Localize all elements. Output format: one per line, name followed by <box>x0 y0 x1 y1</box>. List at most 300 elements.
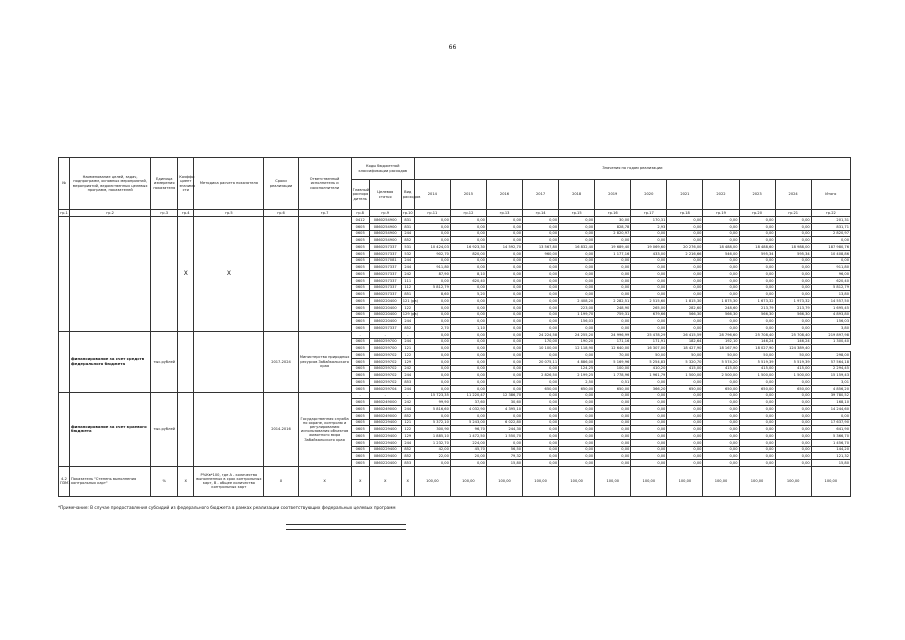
value-cell: 265,00 <box>631 304 667 311</box>
value-cell: 2,50 <box>559 379 595 386</box>
value-cell: 0,00 <box>703 419 739 426</box>
code-vr: 852 <box>401 446 414 453</box>
header-total: Итого <box>811 180 850 210</box>
federal-funding-executor: Министерство природных ресурсов Забайкальского края <box>298 331 351 392</box>
value-cell: 2 500,00 <box>703 372 739 379</box>
code-vr: 121 <box>401 419 414 426</box>
value-cell: 2 282,51 <box>595 298 631 305</box>
value-cell: 0,00 <box>703 237 739 244</box>
value-cell: 820,00 <box>450 250 486 257</box>
code-gr: - <box>351 392 369 399</box>
value-cell: 0,00 <box>523 237 559 244</box>
header-vr: Вид расходов <box>401 180 414 210</box>
value-cell: 0,00 <box>450 412 486 419</box>
value-cell: 0,00 <box>559 217 595 224</box>
code-vr: 852 <box>401 412 414 419</box>
value-cell: 0,00 <box>523 257 559 264</box>
value-cell: 5 519,39 <box>739 358 775 365</box>
value-cell: 0,00 <box>450 385 486 392</box>
code-vr: 831 <box>401 223 414 230</box>
value-cell: 0,00 <box>739 412 775 419</box>
code-gr: 0605 <box>351 237 369 244</box>
value-cell: 0,00 <box>739 277 775 284</box>
code-cs: 0860259702 <box>369 365 401 372</box>
code-gr: 0605 <box>351 399 369 406</box>
value-cell: 0,00 <box>523 419 559 426</box>
column-number: гр.5 <box>194 210 264 217</box>
value-cell: 5 254,83 <box>631 358 667 365</box>
code-vr: 852 <box>401 325 414 332</box>
value-cell: 0,00 <box>559 291 595 298</box>
code-vr: 111 <box>401 277 414 284</box>
table-row <box>59 392 851 399</box>
code-gr: 0605 <box>351 358 369 365</box>
value-cell: 0,00 <box>414 277 450 284</box>
value-cell: 5 812,79 <box>414 284 450 291</box>
value-cell: 25 478,29 <box>631 331 667 338</box>
code-gr: 0605 <box>351 379 369 386</box>
value-cell: 0,00 <box>667 392 703 399</box>
code-vr: 242 <box>401 271 414 278</box>
value-cell: 5,20 <box>450 291 486 298</box>
value-cell: 0,00 <box>775 284 811 291</box>
value-cell: 4 893,80 <box>811 311 850 318</box>
value-cell: 0,00 <box>559 399 595 406</box>
value-cell: 0,00 <box>703 460 739 467</box>
value-cell: 0,00 <box>523 352 559 359</box>
value-cell: 0,00 <box>559 453 595 460</box>
value-cell: 96,00 <box>811 271 850 278</box>
value-cell: 0,00 <box>595 460 631 467</box>
page-number: 66 <box>448 44 457 51</box>
indicator-row <box>59 466 851 496</box>
indicator-value: 100,00 <box>739 466 775 496</box>
value-cell: 0,00 <box>523 426 559 433</box>
value-cell: 0,00 <box>775 419 811 426</box>
value-cell: 0,00 <box>486 277 522 284</box>
value-cell: 1 177,16 <box>595 250 631 257</box>
code-cs: 0860259700 <box>369 345 401 352</box>
value-cell: 0,00 <box>667 419 703 426</box>
value-cell: 0,00 <box>523 460 559 467</box>
value-cell: 0,00 <box>523 277 559 284</box>
value-cell: 17 637,90 <box>811 419 850 426</box>
table-body <box>59 210 851 497</box>
code-vr: 244 <box>401 372 414 379</box>
column-number: гр.6 <box>264 210 298 217</box>
code-gr: - <box>351 331 369 338</box>
code-cs: 0860259700 <box>369 338 401 345</box>
value-cell: 1 232,70 <box>414 439 450 446</box>
value-cell: 1 500,00 <box>667 372 703 379</box>
header-year: 2016 <box>486 180 522 210</box>
value-cell: 0,00 <box>595 325 631 332</box>
value-cell: 0,00 <box>775 318 811 325</box>
value-cell: 0,00 <box>559 325 595 332</box>
code-gr: 0605 <box>351 338 369 345</box>
value-cell: 650,00 <box>595 385 631 392</box>
code-gr: 0605 <box>351 439 369 446</box>
value-cell: 759,31 <box>595 311 631 318</box>
value-cell: 0,00 <box>775 460 811 467</box>
value-cell: 22,00 <box>414 453 450 460</box>
value-cell: 650,00 <box>559 385 595 392</box>
code-vr: 121 (ра) <box>402 298 419 303</box>
value-cell: 595,34 <box>739 250 775 257</box>
value-cell: 20 276,00 <box>667 244 703 251</box>
value-cell: 213,79 <box>739 304 775 311</box>
value-cell: 0,00 <box>595 419 631 426</box>
column-number: гр.4 <box>178 210 194 217</box>
value-cell: 0,00 <box>739 406 775 413</box>
value-cell: 20,00 <box>450 453 486 460</box>
code-cs: 0860220400 <box>369 318 401 325</box>
value-cell: 2 515,60 <box>631 298 667 305</box>
code-cs: 0860257337 <box>369 271 401 278</box>
value-cell: 0,00 <box>739 284 775 291</box>
value-cell: 595,34 <box>775 250 811 257</box>
value-cell: 5 519,39 <box>775 358 811 365</box>
column-number: гр.20 <box>739 210 775 217</box>
value-cell: 0,00 <box>486 250 522 257</box>
value-cell: 121,32 <box>811 453 850 460</box>
value-cell: 0,00 <box>414 345 450 352</box>
value-cell: 223,00 <box>559 304 595 311</box>
value-cell: 0,00 <box>595 433 631 440</box>
value-cell: 0,00 <box>703 230 739 237</box>
value-cell: 0,00 <box>703 399 739 406</box>
value-cell: 14 244,60 <box>811 406 850 413</box>
value-cell: 10 100,00 <box>523 345 559 352</box>
value-cell: 0,00 <box>703 264 739 271</box>
indicator-value: 100,00 <box>775 466 811 496</box>
value-cell: 0,00 <box>523 379 559 386</box>
value-cell: 0,00 <box>775 257 811 264</box>
value-cell: 18 027,90 <box>739 345 775 352</box>
code-vr: 242 <box>401 365 414 372</box>
value-cell: 2 294,45 <box>811 365 850 372</box>
value-cell: 0,00 <box>703 277 739 284</box>
value-cell: 0,00 <box>450 365 486 372</box>
value-cell: 0,00 <box>703 406 739 413</box>
value-cell: 100,00 <box>595 365 631 372</box>
value-cell: 213,79 <box>775 304 811 311</box>
value-cell: 16 307,00 <box>631 345 667 352</box>
value-cell: 0,00 <box>486 379 522 386</box>
value-cell: 0,00 <box>414 318 450 325</box>
value-cell: 0,00 <box>523 271 559 278</box>
value-cell: 0,00 <box>739 426 775 433</box>
value-cell: 0,00 <box>739 379 775 386</box>
code-cs: 0860254900 <box>369 230 401 237</box>
code-vr: 121 <box>401 345 414 352</box>
value-cell: 50,00 <box>631 352 667 359</box>
value-cell: 0,00 <box>523 318 559 325</box>
code-vr: 122 <box>401 352 414 359</box>
value-cell: 0,00 <box>703 284 739 291</box>
value-cell: 0,00 <box>559 264 595 271</box>
value-cell: 12 118,90 <box>559 345 595 352</box>
column-number: гр.21 <box>775 210 811 217</box>
code-gr: 0605 <box>351 271 369 278</box>
value-cell: 0,00 <box>486 304 522 311</box>
value-cell: 0,00 <box>450 298 486 305</box>
value-cell: 0,00 <box>486 439 522 446</box>
code-cs: 0860254900 <box>369 217 401 224</box>
value-cell: 0,00 <box>775 406 811 413</box>
value-cell: 14 557,50 <box>811 298 850 305</box>
value-cell: 0,00 <box>486 352 522 359</box>
value-cell: 0,00 <box>523 325 559 332</box>
value-cell: 0,00 <box>667 217 703 224</box>
value-cell: 0,00 <box>559 439 595 446</box>
value-cell: 1 973,32 <box>775 298 811 305</box>
value-cell: 0,00 <box>486 311 522 318</box>
code-gr: 0605 <box>351 304 369 311</box>
value-cell: 50,00 <box>775 352 811 359</box>
code-gr: 0605 <box>351 433 369 440</box>
header-year: 2024 <box>775 180 811 210</box>
column-number: гр.1 <box>60 210 68 215</box>
value-cell: 16 832,40 <box>559 244 595 251</box>
value-cell: 156,03 <box>811 318 850 325</box>
value-cell: 1 550,70 <box>486 433 522 440</box>
value-cell: 0,00 <box>739 460 775 467</box>
header-unit: Единица измерения показателя <box>151 158 178 210</box>
header-year: 2014 <box>414 180 450 210</box>
value-cell: 42,00 <box>414 446 450 453</box>
value-cell: 0,00 <box>523 453 559 460</box>
code-gr: 0605 <box>351 250 369 257</box>
value-cell: 0,00 <box>667 426 703 433</box>
value-cell: 0,00 <box>486 257 522 264</box>
code-vr: 244 <box>401 439 414 446</box>
value-cell: 0,00 <box>450 237 486 244</box>
code-cs: 0860229400 <box>369 446 401 453</box>
value-cell: 0,00 <box>595 406 631 413</box>
value-cell: 0,00 <box>667 264 703 271</box>
value-cell: 96,70 <box>450 426 486 433</box>
footer-rule <box>286 529 406 530</box>
value-cell: 1 456,70 <box>811 439 850 446</box>
row-term <box>264 217 298 332</box>
column-number: гр.22 <box>811 210 850 217</box>
value-cell: 0,00 <box>486 237 522 244</box>
value-cell: 0,00 <box>523 439 559 446</box>
value-cell: 0,00 <box>450 311 486 318</box>
code-vr: 853 <box>401 460 414 467</box>
code-vr: 244 <box>401 338 414 345</box>
value-cell: 1 695,45 <box>811 304 850 311</box>
value-cell: 10 408,86 <box>811 250 850 257</box>
code-gr: 0605 <box>351 291 369 298</box>
row-method <box>194 392 264 466</box>
value-cell: 146,24 <box>739 338 775 345</box>
value-cell: 0,00 <box>631 277 667 284</box>
value-cell: 3,80 <box>811 325 850 332</box>
code-cs: 0860229400 <box>369 433 401 440</box>
code-vr: 851 <box>401 291 414 298</box>
code-cs: 0860259702 <box>369 352 401 359</box>
x-mark: Х <box>264 466 298 496</box>
code-cs: 0860249000 <box>369 406 401 413</box>
value-cell: 0,00 <box>559 230 595 237</box>
code-gr: 0605 <box>351 298 369 305</box>
value-cell: 2 216,66 <box>667 250 703 257</box>
value-cell: 0,00 <box>595 284 631 291</box>
value-cell: 5 366,70 <box>811 433 850 440</box>
value-cell: 0,00 <box>414 365 450 372</box>
value-cell: 0,00 <box>486 385 522 392</box>
value-cell: 0,00 <box>667 446 703 453</box>
value-cell: 124 389,40 <box>775 345 811 352</box>
code-gr: 0605 <box>351 257 369 264</box>
value-cell: 0,00 <box>595 237 631 244</box>
value-cell: 171,16 <box>595 338 631 345</box>
value-cell: 0,00 <box>523 223 559 230</box>
value-cell: 0,00 <box>559 419 595 426</box>
value-cell: 0,00 <box>631 426 667 433</box>
value-cell: 1 961,79 <box>631 372 667 379</box>
value-cell: 26 415,59 <box>667 331 703 338</box>
code-cs: 0860249000 <box>369 399 401 406</box>
value-cell: 4 032,90 <box>450 406 486 413</box>
column-number: гр.15 <box>559 210 595 217</box>
value-cell: 0,00 <box>486 298 522 305</box>
code-cs: 0860254900 <box>369 223 401 230</box>
value-cell: 0,00 <box>631 230 667 237</box>
code-gr: 0605 <box>351 446 369 453</box>
code-vr: 244 <box>401 318 414 325</box>
value-cell: 650,00 <box>775 385 811 392</box>
code-cs: 0860257337 <box>369 284 401 291</box>
value-cell: 0,00 <box>450 264 486 271</box>
value-cell: 3,01 <box>811 379 850 386</box>
code-vr: 129 <box>401 433 414 440</box>
value-cell: 1 815,30 <box>667 298 703 305</box>
column-number: гр.9 <box>369 210 401 217</box>
value-cell: 39 780,52 <box>811 392 850 399</box>
value-cell: 187 980,76 <box>811 244 850 251</box>
value-cell: 0,00 <box>486 325 522 332</box>
table-header <box>59 158 851 210</box>
value-cell: 0,00 <box>631 264 667 271</box>
value-cell: 0,00 <box>523 365 559 372</box>
code-cs: 0860254900 <box>369 237 401 244</box>
value-cell: 831,71 <box>811 223 850 230</box>
code-gr: 0605 <box>351 325 369 332</box>
value-cell: 2 820,97 <box>811 230 850 237</box>
value-cell: 0,00 <box>414 460 450 467</box>
code-gr: 0605 <box>351 385 369 392</box>
value-cell: 0,00 <box>523 433 559 440</box>
column-number: гр.19 <box>703 210 739 217</box>
value-cell: 0,00 <box>775 277 811 284</box>
value-cell: 0,00 <box>486 412 522 419</box>
value-cell: 0,00 <box>631 406 667 413</box>
code-vr: 129 <box>401 358 414 365</box>
value-cell: 0,00 <box>739 446 775 453</box>
value-cell: 12 386,70 <box>486 392 522 399</box>
value-cell: 0,00 <box>523 230 559 237</box>
indicator-value: 100,00 <box>595 466 631 496</box>
value-cell: 0,00 <box>414 230 450 237</box>
federal-funding-term: 2017-2024 <box>264 331 298 392</box>
header-year: 2015 <box>450 180 486 210</box>
value-cell: 0,00 <box>739 217 775 224</box>
indicator-value: 100,00 <box>450 466 486 496</box>
code-cs: 0860259702 <box>369 379 401 386</box>
value-cell: 171,91 <box>631 338 667 345</box>
value-cell: 0,00 <box>414 217 450 224</box>
value-cell: 5 574,20 <box>703 358 739 365</box>
value-cell: 0,00 <box>486 345 522 352</box>
value-cell: 0,00 <box>775 399 811 406</box>
table-row <box>59 331 851 338</box>
value-cell: 5 320,70 <box>667 358 703 365</box>
value-cell: 0,00 <box>703 379 739 386</box>
value-cell: 25 708,40 <box>739 331 775 338</box>
x-mark: Х <box>178 466 194 496</box>
value-cell: 0,00 <box>486 318 522 325</box>
code-gr: 0605 <box>351 318 369 325</box>
code-vr: 852 <box>401 453 414 460</box>
value-cell: 0,00 <box>739 439 775 446</box>
value-cell: 0,00 <box>703 412 739 419</box>
value-cell: 0,00 <box>414 304 450 311</box>
value-cell: 0,00 <box>775 379 811 386</box>
value-cell: 0,00 <box>486 264 522 271</box>
value-cell: 4 886,00 <box>559 358 595 365</box>
value-cell: 0,00 <box>414 379 450 386</box>
value-cell: 0,00 <box>414 338 450 345</box>
value-cell: 0,00 <box>486 284 522 291</box>
value-cell: 0,00 <box>667 237 703 244</box>
value-cell: 0,00 <box>667 318 703 325</box>
value-cell: 0,00 <box>450 217 486 224</box>
value-cell: 0,00 <box>414 223 450 230</box>
value-cell: 546,00 <box>703 250 739 257</box>
row-unit <box>151 217 178 332</box>
value-cell: 4 856,20 <box>811 385 850 392</box>
value-cell: 0,00 <box>667 291 703 298</box>
value-cell: 0,00 <box>775 392 811 399</box>
value-cell: 244,30 <box>486 426 522 433</box>
value-cell: 19 689,40 <box>595 244 631 251</box>
value-cell: 366,20 <box>631 385 667 392</box>
value-cell: 902,70 <box>414 250 450 257</box>
value-cell: 0,00 <box>739 399 775 406</box>
value-cell: 8,10 <box>450 271 486 278</box>
value-cell: 0,00 <box>523 291 559 298</box>
value-cell: 0,00 <box>595 291 631 298</box>
value-cell: 0,00 <box>595 277 631 284</box>
code-gr: 0605 <box>351 426 369 433</box>
code-vr: 244 <box>401 385 414 392</box>
value-cell: 0,00 <box>667 433 703 440</box>
code-cs: 0860229400 <box>369 426 401 433</box>
value-cell: 0,00 <box>486 372 522 379</box>
value-cell: 0,00 <box>703 453 739 460</box>
code-cs: 0860259704 <box>369 385 401 392</box>
code-vr: 112 <box>401 284 414 291</box>
value-cell: 0,00 <box>559 392 595 399</box>
value-cell: 168,10 <box>811 399 850 406</box>
regional-funding-label: финансирование за счет краевого бюджета <box>70 392 151 466</box>
value-cell: 0,00 <box>414 237 450 244</box>
column-number: гр.7 <box>298 210 351 217</box>
value-cell: 0,00 <box>450 372 486 379</box>
